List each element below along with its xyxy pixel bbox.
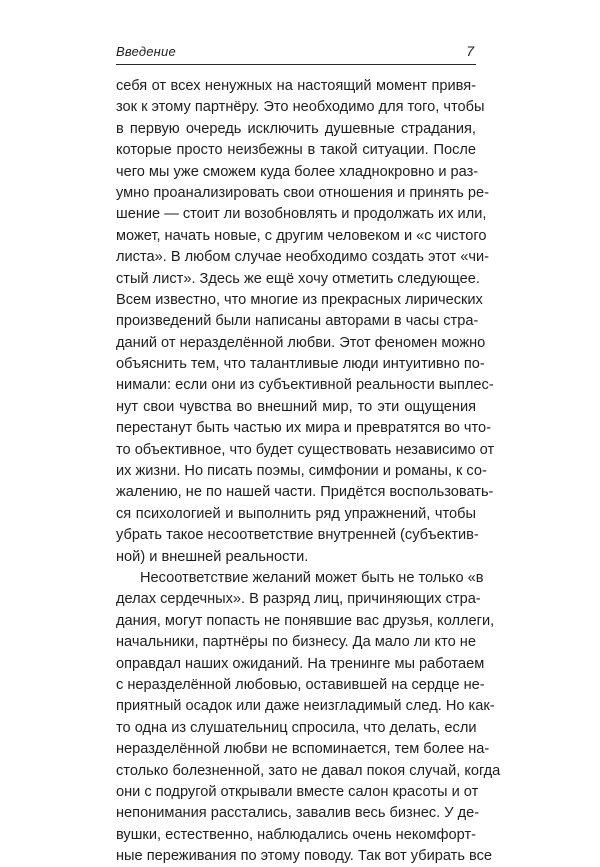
text-line: делах сердечных». В разряд лиц, причиняющих стра- — [116, 591, 481, 608]
text-line: себя от всех ненужных на настоящий момент привя- — [116, 78, 476, 94]
text-line: даний от неразделённой любви. Этот феномен можно — [116, 334, 486, 351]
text-line: они с подругой открывали вместе салон красоты и от — [116, 783, 479, 800]
text-line: в первую очередь исключить душевные страдания, — [116, 120, 476, 137]
text-line: дания, могут попасть не понявшие вас друзья, коллеги, — [116, 612, 495, 629]
text-line: жалению, не по нашей части. Придётся воспользовать- — [116, 484, 494, 501]
text-line: ся психологией и выполнить ряд упражнений, чтобы — [116, 505, 476, 522]
page-header — [116, 42, 476, 65]
text-line: которые просто неизбежны в такой ситуации. После — [116, 142, 476, 159]
text-line: Всем известно, что многие из прекрасных лирических — [116, 291, 483, 308]
text-line: умно проанализировать свои отношения и принять ре- — [116, 184, 489, 201]
text-line: начальники, партнёры по бизнесу. Да мало ли кто не — [116, 634, 476, 651]
text-line: непонимания расстались, завалив весь бизнес. У де- — [116, 805, 480, 822]
paragraph-end-line: ной) и внешней реальности. — [116, 548, 309, 565]
text-line: может, начать новые, с другим человеком и «с чистого — [116, 227, 487, 244]
text-line: ные переживания по этому поводу. Так вот убирать все — [116, 848, 493, 865]
text-line: шение — стоит ли возобновлять и продолжать их или, — [116, 206, 487, 223]
text-line: объяснить тем, что талантливые люди интуитивно по- — [116, 356, 485, 373]
running-header-title: Введение — [116, 44, 176, 59]
text-line: с неразделённой любовью, оставившей на сердце не- — [116, 676, 485, 693]
text-line: неразделённой любви не вспоминается, тем более на- — [116, 741, 490, 758]
text-line: приятный осадок или даже неизгладимый след. Но как- — [116, 698, 495, 715]
text-line: то объективное, что будет существовать независимо от — [116, 441, 495, 458]
text-line: столько болезненной, зато не давал покоя случай, когда — [116, 762, 501, 779]
text-line: стый лист». Здесь же ещё хочу отметить следующее. — [116, 270, 480, 287]
text-line: их жизни. Но писать поэмы, симфонии и романы, к со- — [116, 463, 487, 480]
text-line: нут свои чувства во внешний мир, то эти ощущения — [116, 398, 476, 415]
text-line: перестанут быть частью их мира и превратятся во что- — [116, 420, 491, 437]
page-number: 7 — [466, 43, 474, 59]
paragraph-start-line: Несоответствие желаний может быть не только «в — [140, 569, 484, 586]
text-line: листа». В любом случае необходимо создать этот «чи- — [116, 249, 489, 266]
text-line: оправдал наших ожиданий. На тренинге мы работаем — [116, 655, 485, 672]
text-line: вушки, естественно, наблюдались очень некомфорт- — [116, 826, 477, 843]
text-line: чего мы уже сможем куда более хладнокровно и раз- — [116, 163, 479, 180]
text-line: то одна из слушательниц спросила, что делать, если — [116, 719, 477, 736]
text-line: произведений были написаны авторами в часы стра- — [116, 313, 479, 330]
text-line: убрать такое несоответствие внутренней (субъектив- — [116, 527, 479, 544]
text-line: нимали: если они из субъективной реальности выплес- — [116, 377, 494, 394]
text-line: зок к этому партнёру. Это необходимо для того, чтобы — [116, 99, 485, 116]
body-text — [116, 76, 501, 867]
